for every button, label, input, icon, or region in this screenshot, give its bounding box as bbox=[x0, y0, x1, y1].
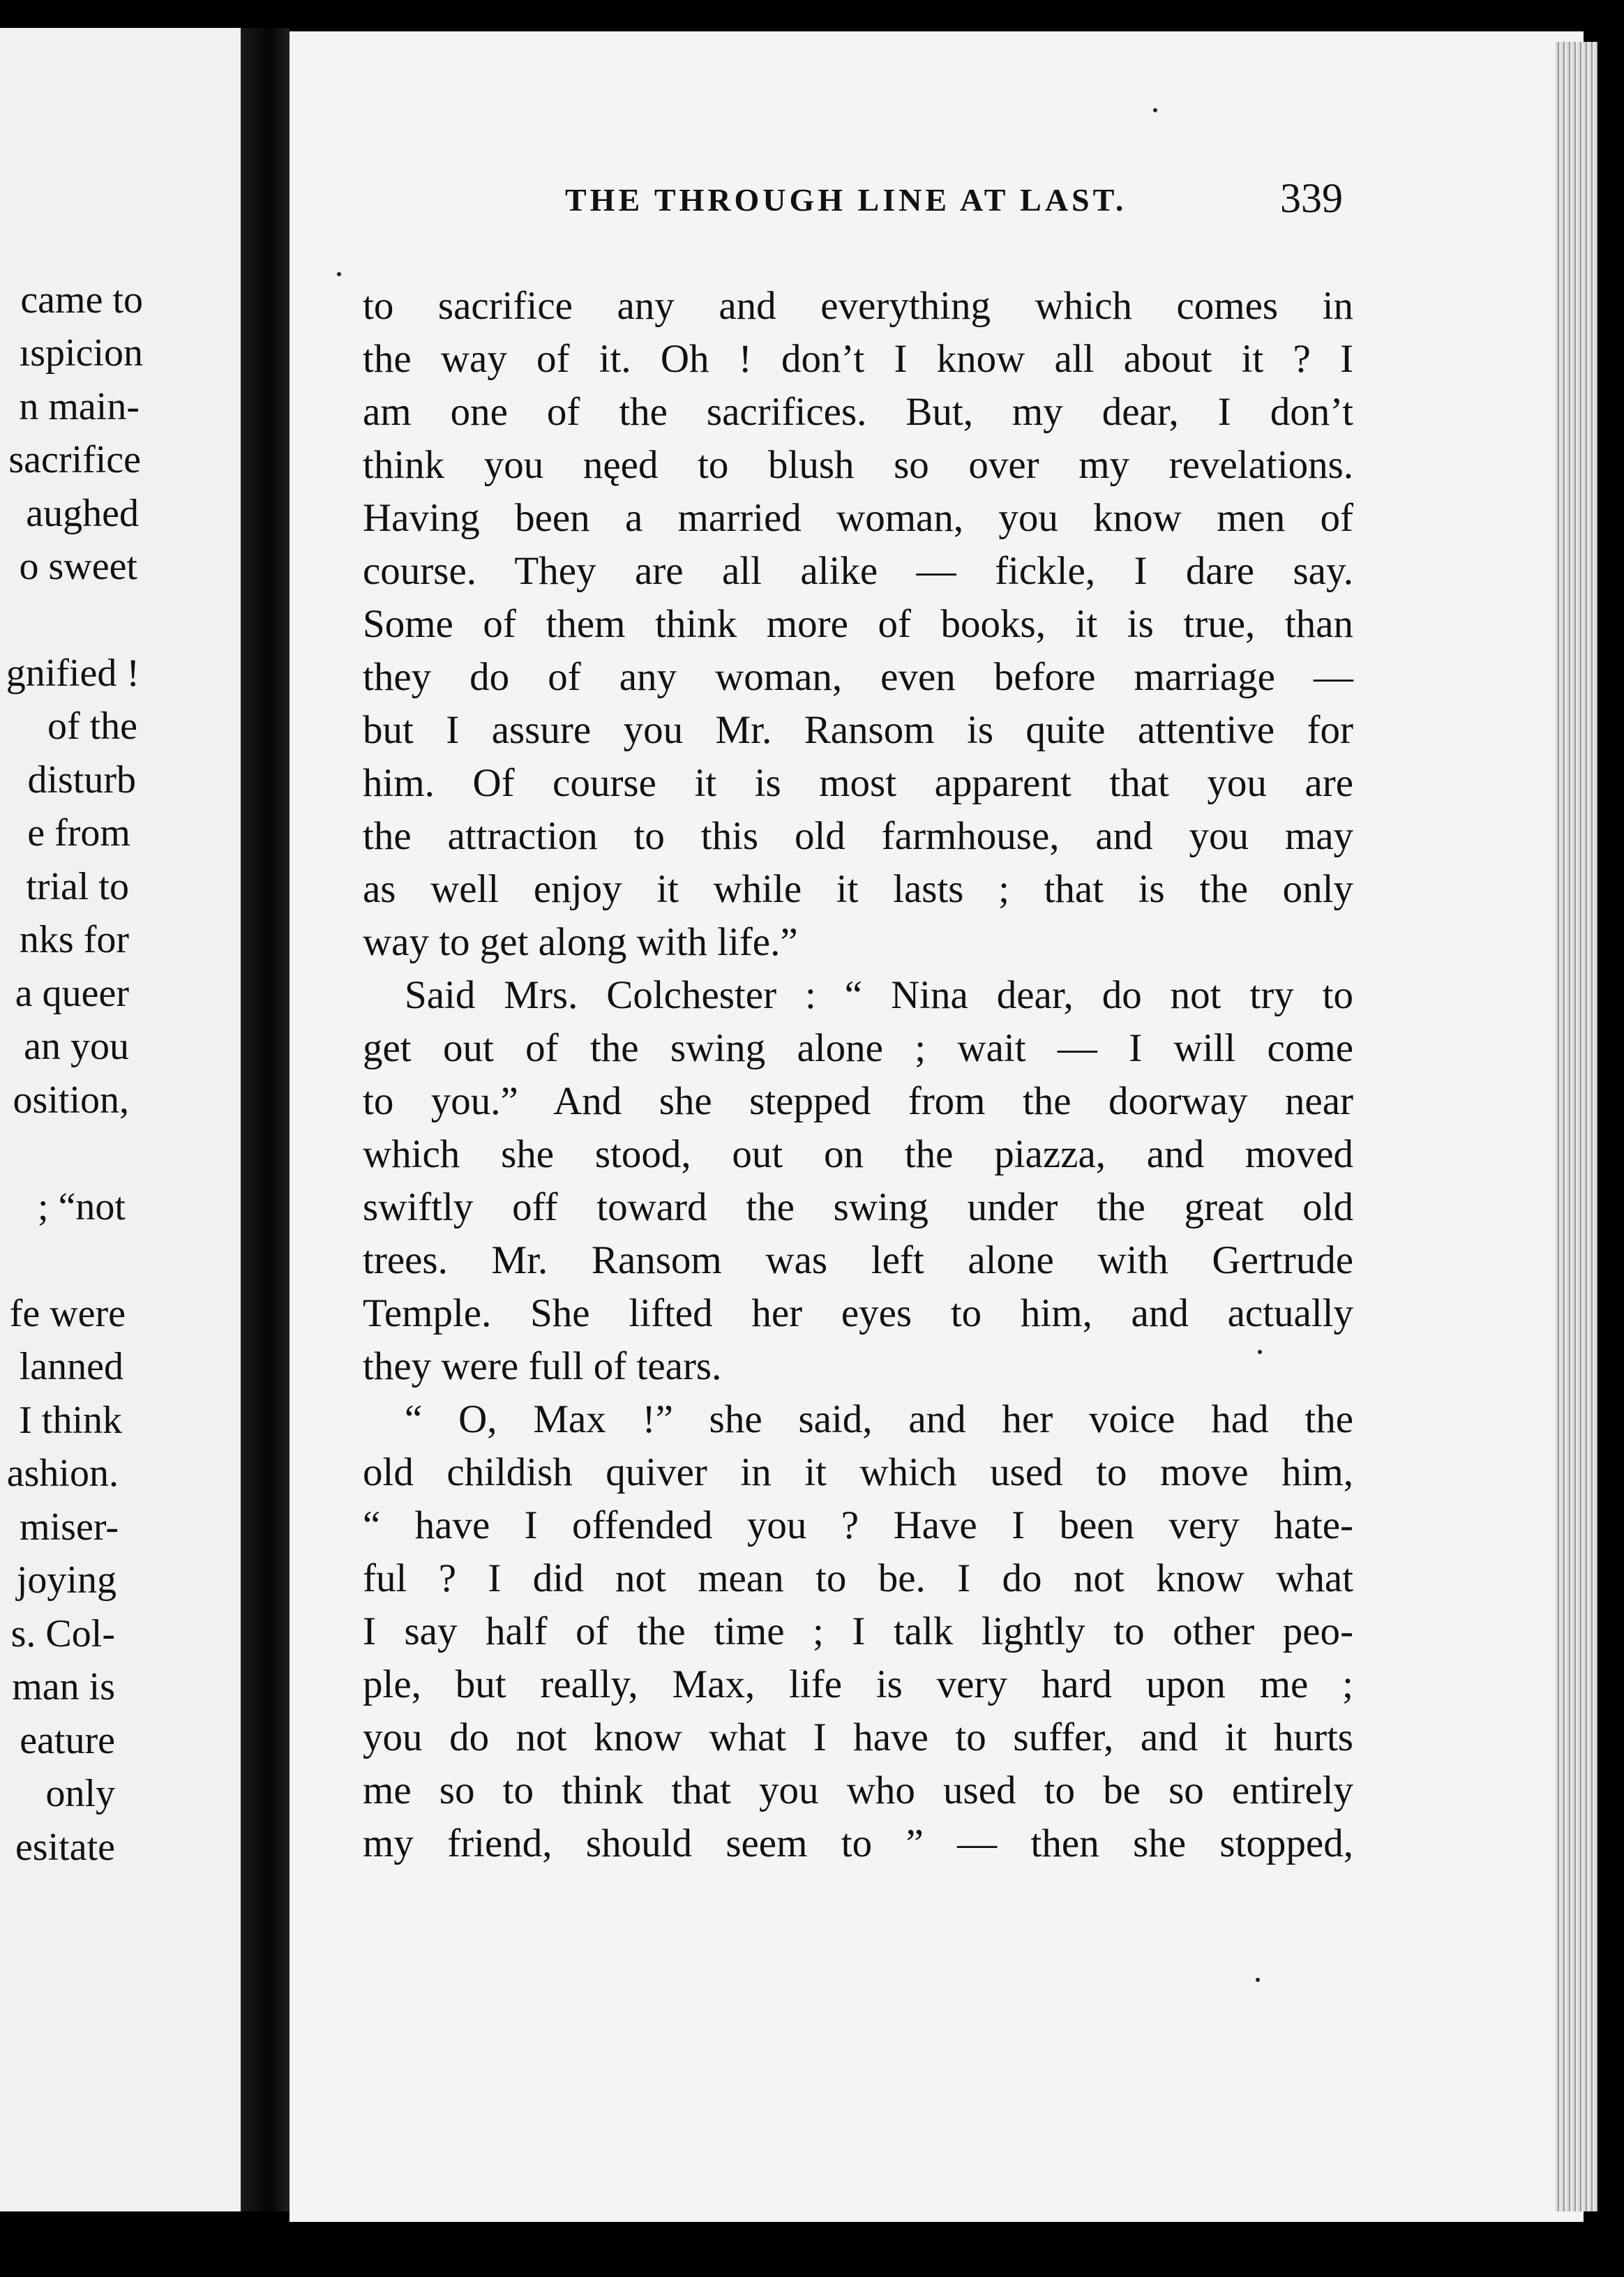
previous-page-fragment bbox=[0, 28, 241, 2211]
body-line-25: ful ? I did not mean to be. I do not know what bbox=[363, 1556, 1353, 1600]
left-line-20: ashion. bbox=[6, 1452, 119, 1495]
left-line-23: s. Col- bbox=[10, 1612, 115, 1655]
left-line-26: only bbox=[45, 1772, 115, 1815]
body-line-24: “ have I offended you ? Have I been very hate- bbox=[363, 1503, 1353, 1547]
body-line-4: think you nęed to blush so over my revelations. bbox=[363, 443, 1353, 487]
body-line-8: they do of any woman, even before marriage — bbox=[363, 655, 1353, 699]
body-line-30: my friend, should seem to ” — then she stopped, bbox=[363, 1821, 1353, 1865]
left-line-11: trial to bbox=[26, 865, 129, 908]
left-line-19: I think bbox=[19, 1399, 122, 1442]
left-line-4: sacrifice bbox=[8, 438, 141, 481]
left-line-18: lanned bbox=[19, 1345, 123, 1388]
left-line-14: an you bbox=[24, 1025, 129, 1068]
body-line-5: Having been a married woman, you know men of bbox=[363, 496, 1353, 540]
left-line-17: fe were bbox=[9, 1292, 126, 1335]
left-line-15: osition, bbox=[13, 1079, 129, 1122]
body-line-18: swiftly off toward the swing under the great old bbox=[363, 1185, 1353, 1229]
body-line-6: course. They are all alike — fickle, I dare say. bbox=[363, 549, 1353, 593]
body-line-27: ple, but really, Max, life is very hard upon me ; bbox=[363, 1662, 1353, 1706]
left-line-21: miser- bbox=[20, 1505, 119, 1549]
running-title: THE THROUGH LINE AT LAST. bbox=[565, 182, 1127, 218]
body-line-19: trees. Mr. Ransom was left alone with Gertrude bbox=[363, 1238, 1353, 1282]
left-line-24: man is bbox=[12, 1665, 115, 1708]
body-line-10: him. Of course it is most apparent that you are bbox=[363, 761, 1353, 805]
left-line-16: ; “not bbox=[38, 1185, 126, 1228]
body-line-9: but I assure you Mr. Ransom is quite attentive for bbox=[363, 708, 1353, 752]
left-line-25: eature bbox=[20, 1719, 115, 1762]
left-line-12: nks for bbox=[19, 918, 129, 961]
body-line-7: Some of them think more of books, it is true, than bbox=[363, 602, 1353, 646]
body-line-2: the way of it. Oh ! don’t I know all about it ? I bbox=[363, 337, 1353, 381]
body-line-29: me so to think that you who used to be so entirely bbox=[363, 1768, 1353, 1812]
left-line-1: came to bbox=[20, 278, 143, 322]
body-line-12: as well enjoy it while it lasts ; that is the only bbox=[363, 867, 1353, 911]
page-number: 339 bbox=[1280, 175, 1343, 221]
body-line-17: which she stood, out on the piazza, and moved bbox=[363, 1132, 1353, 1176]
left-line-6: o sweet bbox=[19, 545, 137, 588]
body-line-23: old childish quiver in it which used to move him, bbox=[363, 1450, 1353, 1494]
page-edges bbox=[1556, 42, 1597, 2211]
left-line-27: esitate bbox=[15, 1826, 115, 1869]
left-line-22: joying bbox=[16, 1558, 116, 1602]
body-line-13: way to get along with life.” bbox=[363, 920, 798, 964]
left-line-5: aughed bbox=[26, 492, 139, 535]
body-line-14: Said Mrs. Colchester : “ Nina dear, do not try to bbox=[405, 973, 1353, 1017]
ink-speck bbox=[1256, 1978, 1260, 1982]
left-line-9: disturb bbox=[27, 758, 136, 802]
body-line-22: “ O, Max !” she said, and her voice had the bbox=[405, 1397, 1353, 1441]
left-line-7: gnified ! bbox=[6, 652, 140, 695]
body-line-3: am one of the sacrifices. But, my dear, I don’t bbox=[363, 390, 1353, 434]
left-line-10: e from bbox=[27, 811, 130, 855]
left-line-3: n main- bbox=[19, 385, 140, 428]
left-line-13: a queer bbox=[15, 972, 129, 1015]
left-line-8: of the bbox=[47, 705, 137, 748]
ink-speck bbox=[337, 272, 341, 276]
book-gutter bbox=[241, 28, 290, 2211]
left-line-2: ıspicion bbox=[19, 331, 143, 375]
body-line-16: to you.” And she stepped from the doorway near bbox=[363, 1079, 1353, 1123]
ink-speck bbox=[1153, 108, 1157, 112]
body-line-15: get out of the swing alone ; wait — I will come bbox=[363, 1026, 1353, 1070]
body-line-11: the attraction to this old farmhouse, and you may bbox=[363, 814, 1353, 858]
body-line-20: Temple. She lifted her eyes to him, and actually bbox=[363, 1291, 1353, 1335]
body-line-21: they were full of tears. bbox=[363, 1344, 722, 1388]
body-line-1: to sacrifice any and everything which comes in bbox=[363, 284, 1353, 328]
body-line-26: I say half of the time ; I talk lightly to other peo- bbox=[363, 1609, 1353, 1653]
book-page bbox=[290, 31, 1584, 2222]
body-line-28: you do not know what I have to suffer, and it hurts bbox=[363, 1715, 1353, 1759]
